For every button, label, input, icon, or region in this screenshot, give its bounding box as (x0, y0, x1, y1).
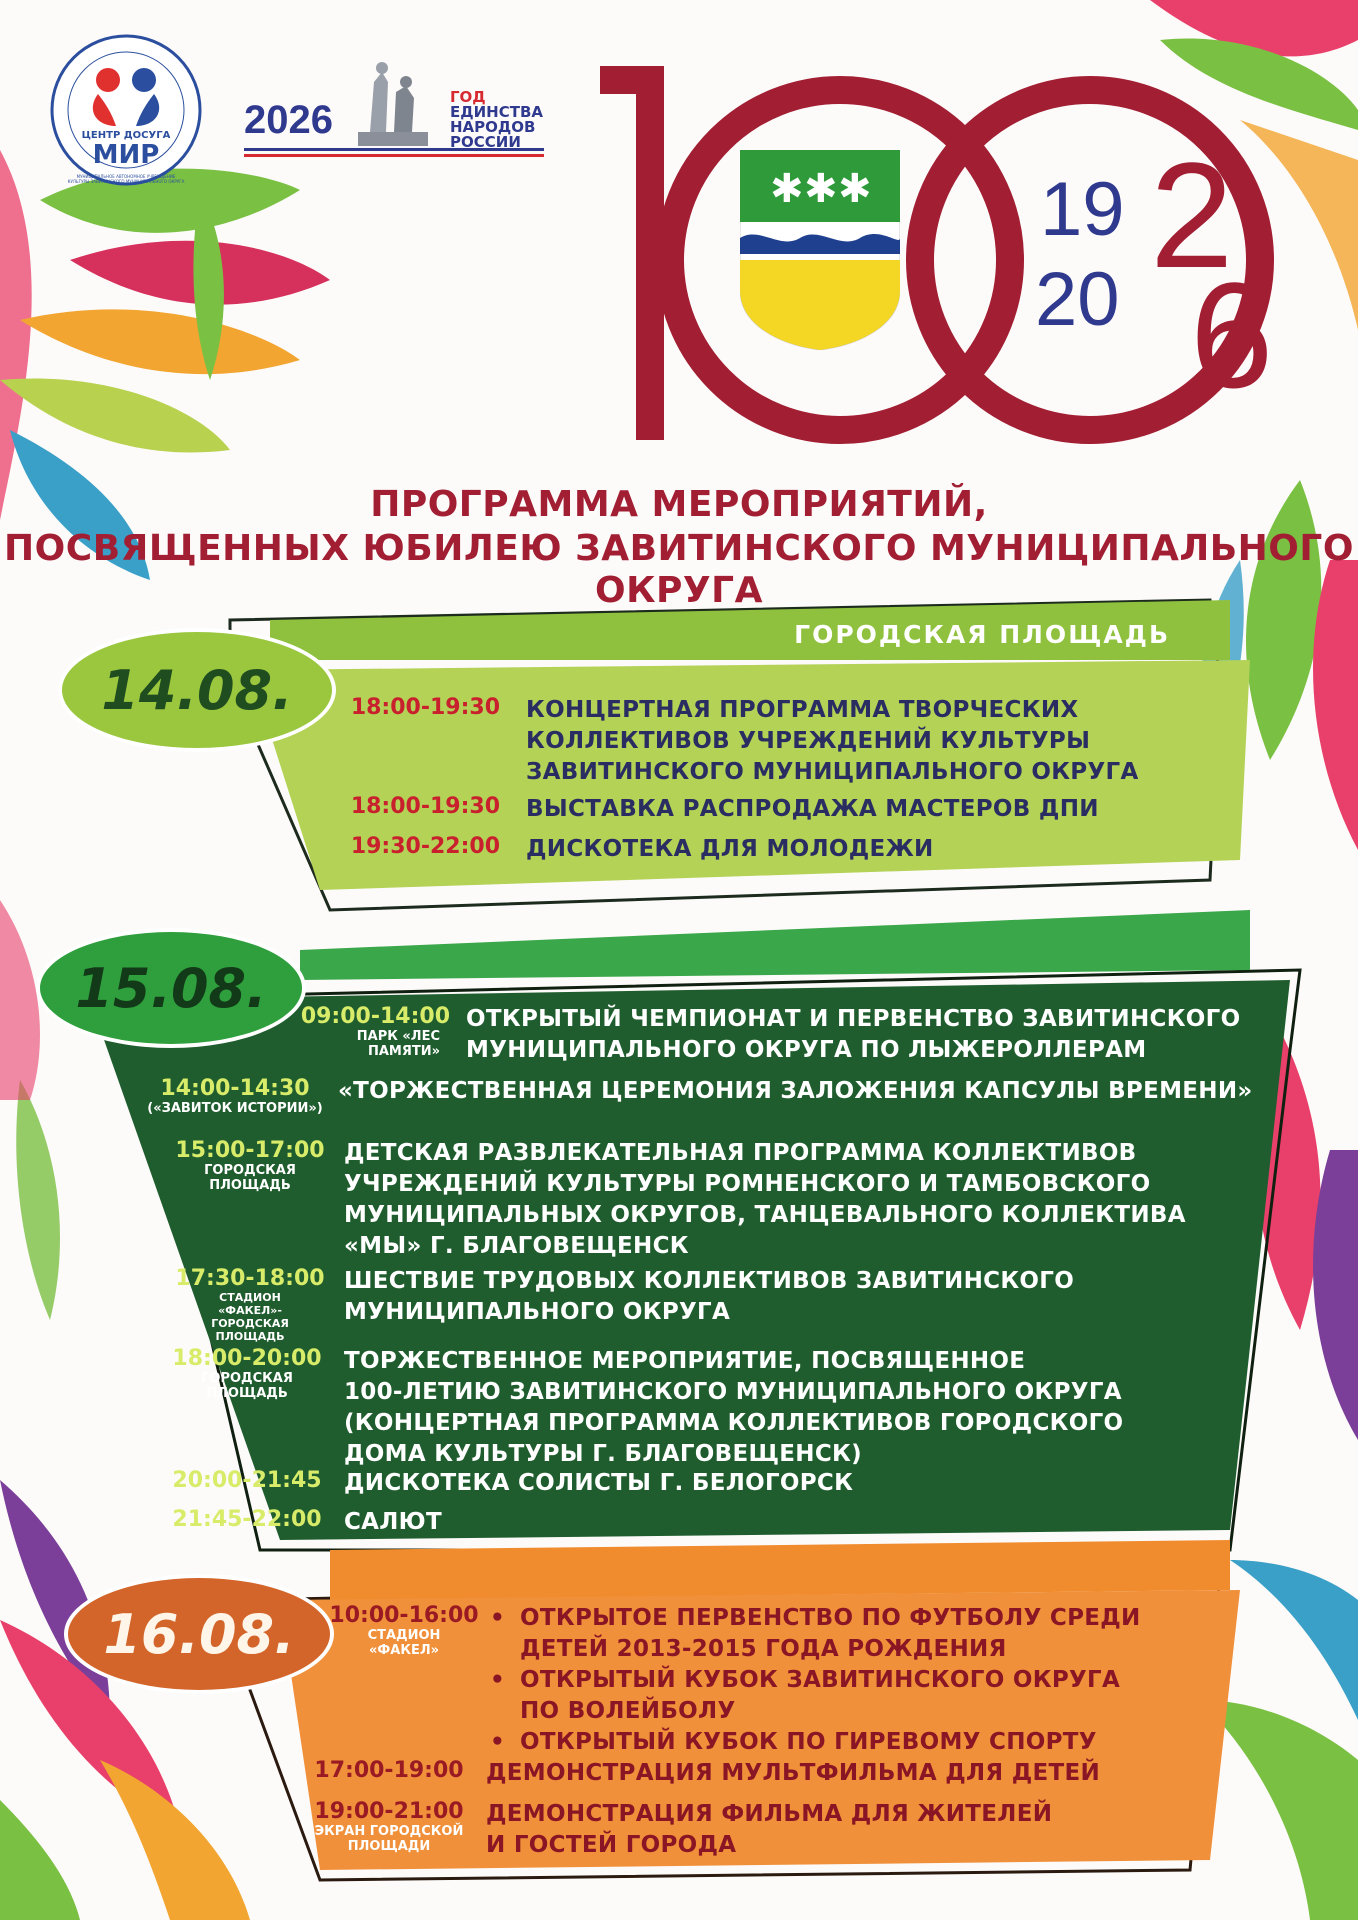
day2-event-4-line-1: ШЕСТВИЕ ТРУДОВЫХ КОЛЛЕКТИВОВ ЗАВИТИНСКОГО (344, 1268, 1075, 1294)
svg-text:✱: ✱ (770, 166, 804, 212)
mir-ring-text: МУНИЦИПАЛЬНОЕ АВТОНОМНОЕ УЧРЕЖДЕНИЕ КУЛЬТУРЫ ЗАВИТИНСКОГО МУНИЦИПАЛЬНОГО ОКРУГА (67, 174, 185, 184)
day3-event-3-time: 19:00-21:00 (314, 1799, 464, 1824)
day3-bullet-3 (490, 1727, 1141, 1758)
day1-event-3 (340, 834, 934, 865)
day1-event-1-text (526, 695, 1139, 788)
day2-event-7-time: 21:45-22:00 (172, 1507, 322, 1532)
day2-event-4-text (344, 1266, 1074, 1328)
day2-event-5-line-3: (КОНЦЕРТНАЯ ПРОГРАММА КОЛЛЕКТИВОВ ГОРОДСКОГО (344, 1410, 1124, 1436)
year-text-4: РОССИИ (450, 133, 521, 151)
day2-event-4-time: 17:30-18:00 (175, 1266, 325, 1291)
day3-event-1-meta (326, 1603, 482, 1658)
coat-of-arms-icon (740, 150, 900, 350)
day2-event-4-meta (170, 1266, 330, 1343)
title-line-3: ОКРУГА (595, 570, 763, 611)
year-text-1: ГОД (450, 88, 486, 106)
day2-event-3-text (344, 1138, 1186, 1262)
day1-event-3-line-1: ДИСКОТЕКА ДЛЯ МОЛОДЕЖИ (526, 836, 934, 862)
anniversary-mark (590, 50, 1320, 460)
day2-date: 15.08. (75, 956, 267, 1020)
day2-event-6-time: 20:00-21:45 (172, 1468, 322, 1493)
day2-event-7-line-1: САЛЮТ (344, 1509, 442, 1535)
day1-event-3-time: 19:30-22:00 (350, 834, 500, 859)
day2-event-5-time: 18:00-20:00 (172, 1346, 322, 1371)
day1-event-1-line-2: КОЛЛЕКТИВОВ УЧРЕЖДЕНИЙ КУЛЬТУРЫ (526, 728, 1091, 754)
day2-event-4-line-2: МУНИЦИПАЛЬНОГО ОКРУГА (344, 1299, 731, 1325)
day2-event-3-time: 15:00-17:00 (175, 1138, 325, 1163)
day3-bullet-2-line-2: ПО ВОЛЕЙБОЛУ (520, 1698, 736, 1724)
day3-event-2-meta (306, 1758, 472, 1783)
day3-event-2-line-1: ДЕМОНСТРАЦИЯ МУЛЬТФИЛЬМА ДЛЯ ДЕТЕЙ (486, 1760, 1101, 1786)
day2-event-4-place: СТАДИОН «ФАКЕЛ»- ГОРОДСКАЯ ПЛОЩАДЬ (211, 1291, 289, 1343)
mir-name: МИР (92, 140, 160, 170)
day2-event-1-text (466, 1004, 1240, 1066)
day2-event-1-meta (290, 1004, 450, 1059)
day2-event-2-meta (130, 1076, 340, 1116)
mir-logo (46, 30, 206, 190)
day2-event-3-meta (170, 1138, 330, 1193)
day2-event-2-text (338, 1076, 1253, 1107)
day2-event-2-time: 14:00-14:30 (160, 1076, 310, 1101)
year-text-2: ЕДИНСТВА (450, 103, 543, 121)
day3-date-badge (68, 1578, 330, 1690)
year-to-prefix: 20 (1035, 257, 1120, 342)
day3-bullet-3-line-1: ОТКРЫТЫЙ КУБОК ПО ГИРЕВОМУ СПОРТУ (520, 1729, 1097, 1755)
day3-date: 16.08. (103, 1602, 295, 1666)
day2-event-3-place: ГОРОДСКАЯ ПЛОЩАДЬ (204, 1163, 296, 1193)
bullet-icon: • (490, 1729, 506, 1755)
day1-venue: ГОРОДСКАЯ ПЛОЩАДЬ (794, 620, 1170, 649)
year-from-prefix: 19 (1040, 167, 1125, 252)
day2-event-1-line-2: МУНИЦИПАЛЬНОГО ОКРУГА ПО ЛЫЖЕРОЛЛЕРАМ (466, 1037, 1147, 1063)
day1-event-2 (340, 794, 1099, 825)
day2-event-1-line-1: ОТКРЫТЫЙ ЧЕМПИОНАТ И ПЕРВЕНСТВО ЗАВИТИНСКОГО (466, 1006, 1241, 1032)
day3-bullet-2-line-1: ОТКРЫТЫЙ КУБОК ЗАВИТИНСКОГО ОКРУГА (520, 1667, 1121, 1693)
day2-event-3-line-2: УЧРЕЖДЕНИЙ КУЛЬТУРЫ РОМНЕНСКОГО И ТАМБОВСКОГО (344, 1171, 1151, 1197)
day3-bullet-2 (490, 1665, 1141, 1727)
day1-event-1 (340, 695, 1139, 788)
day2-event-1-place: ПАРК «ЛЕС ПАМЯТИ» (356, 1029, 440, 1059)
day3-event-1-place: СТАДИОН «ФАКЕЛ» (367, 1628, 441, 1658)
year-to (1035, 257, 1120, 342)
year-suffix-to: 6 (1190, 251, 1274, 419)
day3-event-2-text (486, 1758, 1100, 1789)
day2-event-6-line-1: ДИСКОТЕКА СОЛИСТЫ Г. БЕЛОГОРСК (344, 1470, 854, 1496)
day2-date-badge (40, 932, 302, 1044)
day2-event-6-text (344, 1468, 853, 1499)
day3-event-1-bullets (490, 1603, 1141, 1758)
day2-event-5-line-4: ДОМА КУЛЬТУРЫ Г. БЛАГОВЕЩЕНСК) (344, 1441, 862, 1467)
year-text-3: НАРОДОВ (450, 118, 536, 136)
mir-top-label: ЦЕНТР ДОСУГА (81, 130, 171, 141)
day1-event-1-line-3: ЗАВИТИНСКОГО МУНИЦИПАЛЬНОГО ОКРУГА (526, 759, 1139, 785)
day2-event-5-meta (164, 1346, 330, 1401)
day2-event-6-meta (164, 1468, 330, 1493)
year-of-unity-logo (244, 52, 554, 156)
day2-event-2-place: («ЗАВИТОК ИСТОРИИ») (147, 1101, 323, 1116)
day1-event-2-time: 18:00-19:30 (350, 794, 500, 819)
title-line-2: ПОСВЯЩЕННЫХ ЮБИЛЕЮ ЗАВИТИНСКОГО МУНИЦИПАЛЬНОГО (4, 528, 1354, 569)
day3-event-2-time: 17:00-19:00 (314, 1758, 464, 1783)
day2-event-5-line-1: ТОРЖЕСТВЕННОЕ МЕРОПРИЯТИЕ, ПОСВЯЩЕННОЕ (344, 1348, 1026, 1374)
day2-event-5-text (344, 1346, 1123, 1470)
day2-event-5-line-2: 100-ЛЕТИЮ ЗАВИТИНСКОГО МУНИЦИПАЛЬНОГО ОКРУГА (344, 1379, 1122, 1405)
day2-event-7-meta (164, 1507, 330, 1532)
year-suffix-from: 2 (1150, 131, 1234, 299)
title-line-1: ПРОГРАММА МЕРОПРИЯТИЙ, (370, 484, 988, 525)
day1-event-2-text (526, 794, 1099, 825)
big-number-hidden (590, 50, 592, 51)
day3-event-3-text (486, 1799, 1052, 1861)
day3-event-1-time: 10:00-16:00 (329, 1603, 479, 1628)
day2-event-5-place: ГОРОДСКАЯ ПЛОЩАДЬ (201, 1371, 293, 1401)
bullet-icon: • (490, 1605, 506, 1631)
day1-event-3-text (526, 834, 934, 865)
day1-event-1-line-1: КОНЦЕРТНАЯ ПРОГРАММА ТВОРЧЕСКИХ (526, 697, 1079, 723)
day3-bullet-1-line-1: ОТКРЫТОЕ ПЕРВЕНСТВО ПО ФУТБОЛУ СРЕДИ (520, 1605, 1141, 1631)
year-from (1040, 167, 1125, 252)
bullet-icon: • (490, 1667, 506, 1693)
day3-event-3-meta (296, 1799, 482, 1854)
day3-event-3-place: ЭКРАН ГОРОДСКОЙ ПЛОЩАДИ (314, 1824, 464, 1854)
day3-bullet-1 (490, 1603, 1141, 1665)
day2-event-3-line-1: ДЕТСКАЯ РАЗВЛЕКАТЕЛЬНАЯ ПРОГРАММА КОЛЛЕКТИВОВ (344, 1140, 1137, 1166)
day2-event-2-line-1: «ТОРЖЕСТВЕННАЯ ЦЕРЕМОНИЯ ЗАЛОЖЕНИЯ КАПСУЛЫ ВРЕМЕНИ» (338, 1078, 1253, 1104)
day1-date-badge (62, 632, 332, 748)
day1-event-2-line-1: ВЫСТАВКА РАСПРОДАЖА МАСТЕРОВ ДПИ (526, 796, 1099, 822)
svg-text:✱: ✱ (838, 166, 872, 212)
day2-event-1-time: 09:00-14:00 (300, 1004, 450, 1029)
day3-event-3-line-1: ДЕМОНСТРАЦИЯ ФИЛЬМА ДЛЯ ЖИТЕЛЕЙ (486, 1801, 1053, 1827)
svg-text:✱: ✱ (804, 166, 838, 212)
monument-icon (348, 52, 438, 152)
day3-event-3-line-2: И ГОСТЕЙ ГОРОДА (486, 1832, 737, 1858)
year-number: 2026 (244, 98, 333, 142)
day2-event-3-line-4: «МЫ» Г. БЛАГОВЕЩЕНСК (344, 1233, 689, 1259)
day3-bullet-1-line-2: ДЕТЕЙ 2013-2015 ГОДА РОЖДЕНИЯ (520, 1636, 1007, 1662)
day1-event-1-time: 18:00-19:30 (350, 695, 500, 720)
day2-event-3-line-3: МУНИЦИПАЛЬНЫХ ОКРУГОВ, ТАНЦЕВАЛЬНОГО КОЛЛЕКТИВА (344, 1202, 1186, 1228)
day1-date: 14.08. (101, 658, 293, 722)
